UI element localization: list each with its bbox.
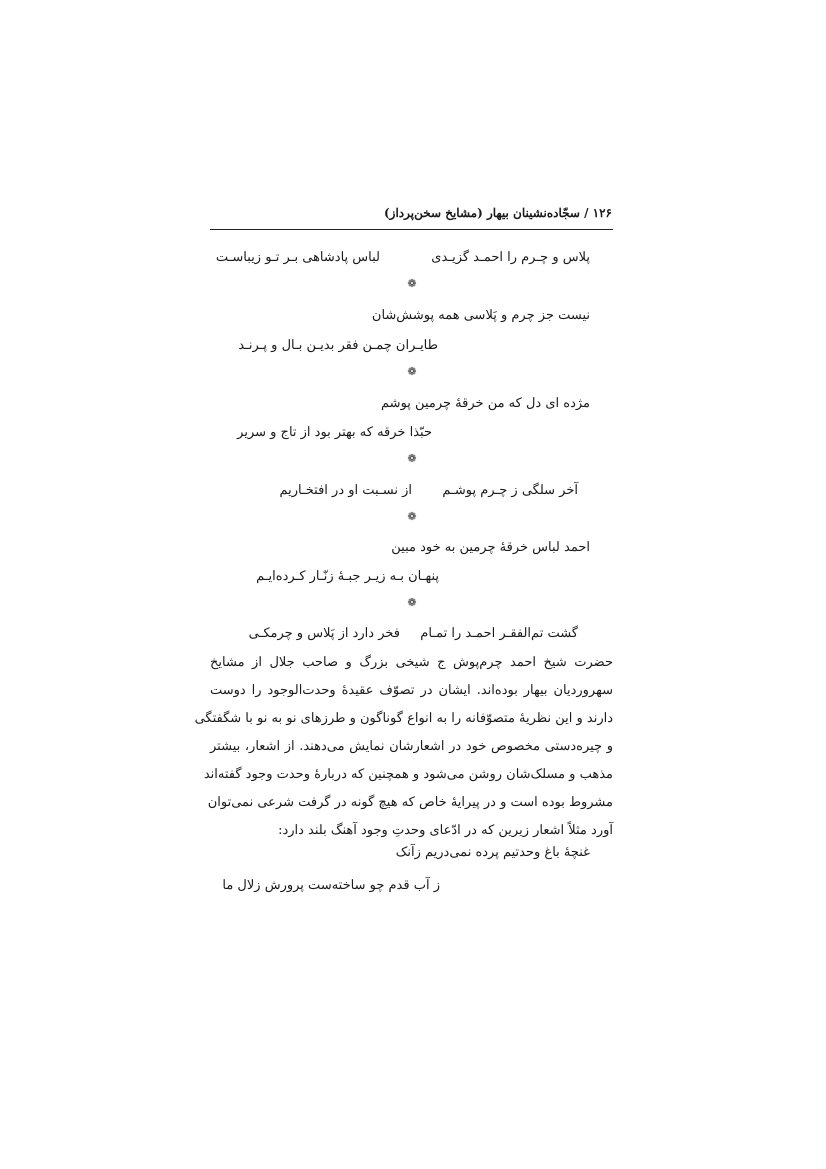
verse-line: نیست جز چرم و پَلاسی همه پوشش‌شان (371, 308, 590, 323)
prose-line: حضرت شیخ احمد چرم‌پوش‌ ج شیخی بزرگ و صاحب جلال از مشایخ (210, 655, 613, 670)
verse-line: مژده ای دل که من خرقهٔ چرمین پوشم (381, 396, 590, 411)
prose-line: دارند و این نظریهٔ متصوّفانه را به انواع گوناگون و طرزهای نو به نو با شگفتگی (194, 711, 613, 726)
header-rule (210, 229, 613, 230)
separator-star: ❁ (407, 596, 417, 609)
separator-star: ❁ (407, 510, 417, 523)
verse-line: احمد لباس خرقهٔ چرمین به خود مبین (391, 540, 590, 555)
verse-hemistich-right: گشت تم‌الفقـر احمـد را تمـام (420, 626, 578, 641)
verse-hemistich-left: لباس پادشاهی بـر تـو زیباسـت (215, 250, 380, 265)
prose-line: و چیره‌دستی مخصوص خود در اشعارشان نمایش می‌دهند. از اشعار، بیشتر (210, 739, 613, 754)
verse-line: ز آب قدم چو ساخته‌ست پرورش زلال ما (222, 878, 440, 893)
verse-hemistich-right: پلاس و چـرم را احمـد گزیـدی (431, 250, 590, 265)
separator-star: ❁ (407, 277, 417, 290)
verse-line: غنچهٔ باغ وحدتیم پرده نمی‌دریم زآنک (395, 845, 590, 860)
prose-line: مذهب و مسلک‌شان روشن می‌شود و همچنین که دربارهٔ وحدت وجود گفته‌اند (203, 767, 613, 782)
verse-hemistich-left: از نسـبت او در افتخـاریم (279, 483, 412, 498)
verse-hemistich-left: فخر دارد از پَلاس و چرمکـی (248, 626, 400, 641)
verse-line: حبّذا خرقه که بهتر بود از تاج و سریر (237, 425, 432, 440)
verse-line: طایـران چمـن فقر بدیـن بـال و پـرنـد (238, 338, 438, 353)
prose-line: مشروط بوده است و در پیرایهٔ خاص که هیچ گونه در گرفت شرعی نمی‌توان (207, 795, 613, 810)
verse-hemistich-right: آخر سلگی ز چـرم پوشـم (442, 483, 578, 498)
separator-star: ❁ (407, 452, 417, 465)
running-header: ۱۲۶ / سجّاده‌نشینان بیهار (مشایخ سخن‌پرداز) (383, 206, 612, 220)
separator-star: ❁ (407, 365, 417, 378)
prose-line: سهروردیان بیهار بوده‌اند. ایشان در تصوّف عقیدهٔ وحدت‌الوجود را دوست (210, 683, 613, 698)
verse-line: پنهـان بـه زیـر جبـهٔ زنّـار کـرده‌ایـم (256, 569, 439, 584)
prose-line: آورد مثلاً اشعار زیرین که در ادّعای وحدتِ وجود آهنگ بلند دارد: (278, 823, 613, 838)
